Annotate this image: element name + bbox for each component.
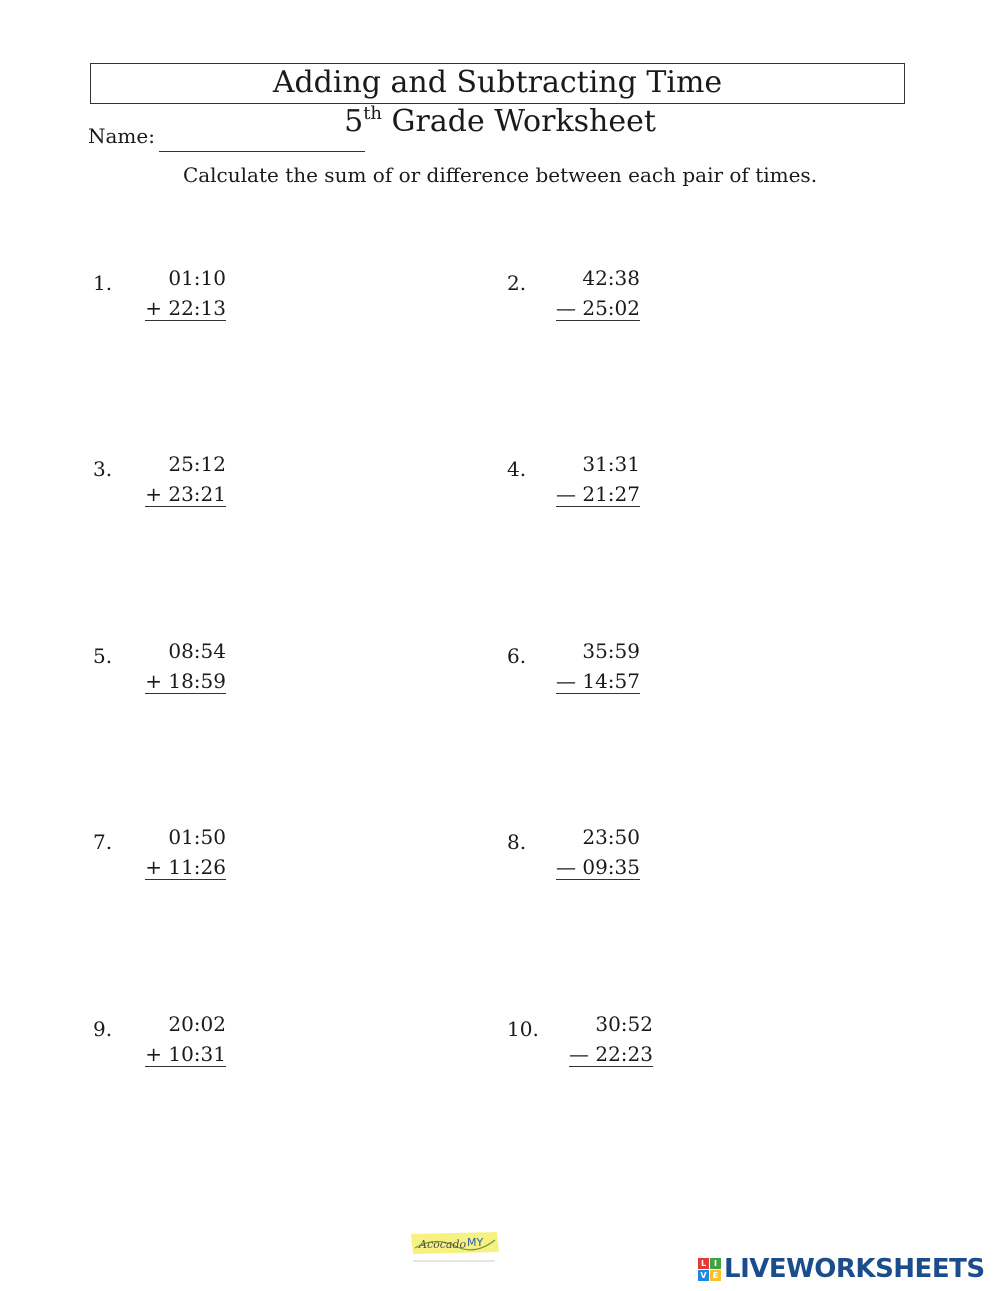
name-label: Name: xyxy=(88,124,155,148)
problem-number: 2. xyxy=(507,271,527,295)
problem-9 xyxy=(93,1012,273,1082)
grade-rest: Grade Worksheet xyxy=(382,104,656,139)
problem-top-time: 20:02 xyxy=(168,1012,226,1036)
problem-number: 10. xyxy=(507,1017,539,1041)
instructions: Calculate the sum of or difference between each pair of times. xyxy=(182,163,818,187)
problem-6 xyxy=(507,639,687,709)
problem-number: 3. xyxy=(93,457,113,481)
svg-text:MY: MY xyxy=(467,1236,484,1249)
problem-number: 6. xyxy=(507,644,527,668)
brand-letter-l: L xyxy=(698,1258,709,1269)
liveworksheets-brand xyxy=(698,1253,985,1285)
grade-suffix: th xyxy=(363,103,383,124)
problem-number: 9. xyxy=(93,1017,113,1041)
problem-bottom-time: + 11:26 xyxy=(145,855,226,879)
problem-bottom-time: — 21:27 xyxy=(556,482,640,506)
problem-number: 5. xyxy=(93,644,113,668)
problem-bottom-time: + 22:13 xyxy=(145,296,226,320)
problem-top-time: 30:52 xyxy=(595,1012,653,1036)
problem-10 xyxy=(507,1012,687,1082)
svg-text:Acocado: Acocado xyxy=(419,1238,467,1251)
problem-number: 4. xyxy=(507,457,527,481)
problem-2 xyxy=(507,266,687,336)
problem-top-time: 31:31 xyxy=(582,452,640,476)
brand-letter-e: E xyxy=(710,1270,721,1281)
problem-5 xyxy=(93,639,273,709)
problem-bottom-time: — 22:23 xyxy=(569,1042,653,1066)
worksheet-subtitle xyxy=(300,103,700,141)
problem-bottom-time: + 10:31 xyxy=(145,1042,226,1066)
problem-top-time: 25:12 xyxy=(168,452,226,476)
problem-bottom-time: — 25:02 xyxy=(556,296,640,320)
problem-number: 7. xyxy=(93,830,113,854)
problem-top-time: 01:10 xyxy=(168,266,226,290)
problem-bottom-time: — 09:35 xyxy=(556,855,640,879)
problem-1 xyxy=(93,266,273,336)
problem-8 xyxy=(507,825,687,895)
problem-7 xyxy=(93,825,273,895)
brand-letter-v: V xyxy=(698,1270,709,1281)
problem-number: 1. xyxy=(93,271,113,295)
problem-bottom-time: + 18:59 xyxy=(145,669,226,693)
worksheet-title: Adding and Subtracting Time xyxy=(90,63,905,104)
name-input-line[interactable] xyxy=(159,151,365,152)
problem-top-time: 35:59 xyxy=(582,639,640,663)
problem-top-time: 01:50 xyxy=(168,825,226,849)
problem-3 xyxy=(93,452,273,522)
liveworksheets-text: LIVEWORKSHEETS xyxy=(724,1254,985,1284)
problem-top-time: 42:38 xyxy=(582,266,640,290)
problem-4 xyxy=(507,452,687,522)
problem-top-time: 08:54 xyxy=(168,639,226,663)
problem-bottom-time: + 23:21 xyxy=(145,482,226,506)
acocadomy-logo xyxy=(405,1228,503,1268)
problem-number: 8. xyxy=(507,830,527,854)
problem-bottom-time: — 14:57 xyxy=(556,669,640,693)
live-blocks-icon xyxy=(698,1258,721,1281)
brand-letter-i: I xyxy=(710,1258,721,1269)
grade-number: 5 xyxy=(344,104,364,139)
problem-top-time: 23:50 xyxy=(582,825,640,849)
